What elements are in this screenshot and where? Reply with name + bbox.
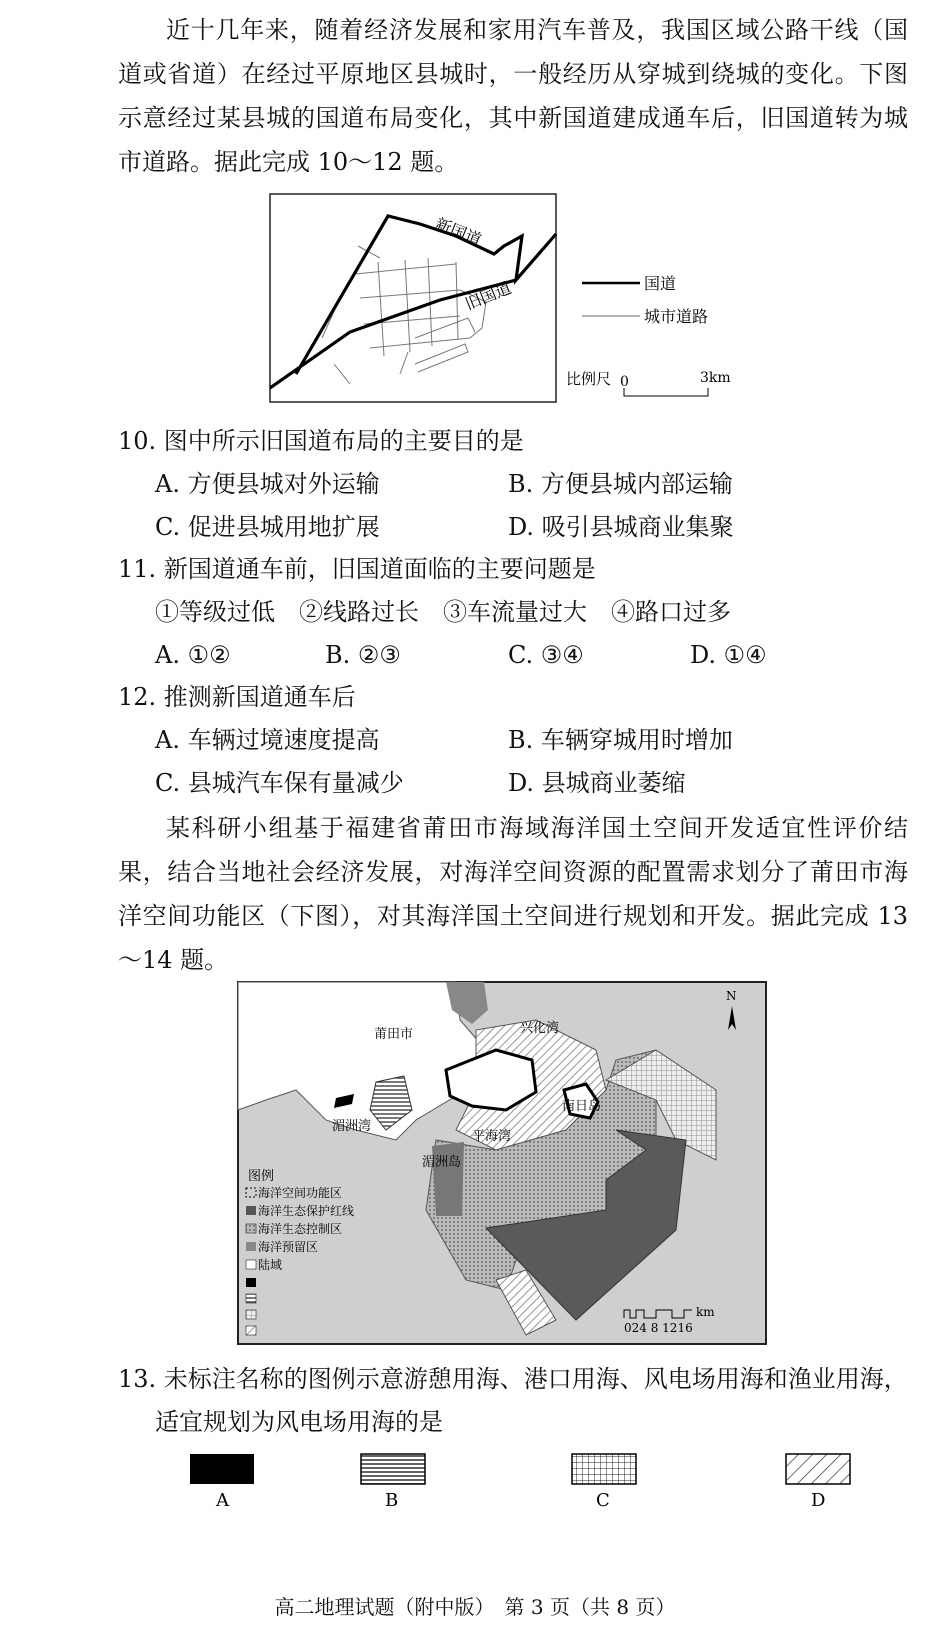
legend-label-4: 海洋预留区 [258, 1240, 319, 1254]
legend-swatch-2 [246, 1206, 256, 1215]
q12-stem: 12. 推测新国道通车后 [118, 683, 356, 711]
q12-option-a: A. 车辆过境速度提高 [155, 726, 380, 754]
option-b-label: B [385, 1490, 399, 1511]
sea-zone-map-figure [236, 980, 768, 1346]
q11-stem: 11. 新国道通车前，旧国道面临的主要问题是 [118, 555, 596, 583]
putian-label: 莆田市 [374, 1027, 414, 1042]
legend-swatch-5 [246, 1260, 256, 1269]
scale-bar [624, 388, 708, 396]
legend-swatch-black [246, 1278, 256, 1287]
q10-option-d: D. 吸引县城商业集聚 [508, 513, 734, 541]
option-a-label: A [216, 1490, 229, 1511]
option-d-swatch [786, 1454, 850, 1484]
option-b-swatch [361, 1454, 425, 1484]
q11-option-c: C. ③④ [508, 641, 584, 669]
q13-options-figure [180, 1450, 870, 1512]
legend-label-2: 海洋生态保护红线 [258, 1204, 355, 1218]
q13-stem-line2: 适宜规划为风电场用海的是 [155, 1408, 443, 1436]
q10-option-b: B. 方便县城内部运输 [508, 470, 733, 498]
q12-option-b: B. 车辆穿城用时增加 [508, 726, 733, 754]
q11-items: ①等级过低 ②线路过长 ③车流量过大 ④路口过多 [155, 598, 731, 626]
pinghai-label: 平海湾 [472, 1129, 512, 1144]
sea-scale-numbers: 024 8 1216 [624, 1321, 693, 1335]
q11-option-b: B. ②③ [325, 641, 401, 669]
road-map-figure [260, 188, 760, 410]
legend-swatch-diag [246, 1326, 256, 1335]
meizhouwan-label: 湄洲湾 [332, 1119, 372, 1134]
legend-label-3: 海洋生态控制区 [258, 1222, 343, 1236]
legend-label-5: 陆域 [258, 1258, 283, 1272]
meizhoudao-label: 湄洲岛 [422, 1155, 462, 1170]
intro-paragraph-2: 某科研小组基于福建省莆田市海域海洋国土空间开发适宜性评价结果，结合当地社会经济发展，对海洋空间资源的配置需求划分了莆田市海洋空间功能区（下图），对其海洋国土空间进行规划和开发。据此完成 13～14 题。 [118, 814, 908, 974]
option-d-label: D [811, 1490, 826, 1511]
nanri-label: 南日岛 [562, 1099, 602, 1114]
q10-option-a: A. 方便县城对外运输 [155, 470, 380, 498]
page-footer: 高二地理试题（附中版） 第 3 页（共 8 页） [274, 1595, 676, 1619]
legend-label-1: 海洋空间功能区 [258, 1186, 343, 1200]
legend-swatch-grid [246, 1310, 256, 1319]
option-a-swatch [190, 1454, 254, 1484]
q12-option-c: C. 县城汽车保有量减少 [155, 769, 404, 797]
q12-option-d: D. 县城商业萎缩 [508, 769, 686, 797]
q13-stem-line1: 13. 未标注名称的图例示意游憩用海、港口用海、风电场用海和渔业用海， [118, 1365, 908, 1393]
sea-scale-unit: km [696, 1305, 715, 1319]
legend-swatch-3 [246, 1224, 256, 1233]
scale-end: 3km [700, 370, 731, 386]
xinghua-label: 兴化湾 [520, 1021, 560, 1036]
reserve-zone [432, 1142, 464, 1216]
legend-swatch-4 [246, 1242, 256, 1251]
q10-stem: 10. 图中所示旧国道布局的主要目的是 [118, 427, 524, 455]
scale-label: 比例尺 [566, 370, 612, 388]
q10-option-c: C. 促进县城用地扩展 [155, 513, 380, 541]
legend-city-label: 城市道路 [644, 307, 709, 326]
new-road-label: 新国道 [432, 214, 485, 250]
q11-option-a: A. ①② [155, 641, 231, 669]
legend-national-label: 国道 [644, 274, 677, 293]
road-map-frame [270, 194, 556, 402]
north-label: N [726, 989, 737, 1003]
option-c-label: C [596, 1490, 610, 1511]
legend-swatch-horiz [246, 1294, 256, 1303]
old-road-label: 旧国道 [462, 278, 515, 314]
option-c-swatch [572, 1454, 636, 1484]
q11-option-d: D. ①④ [690, 641, 767, 669]
intro-paragraph-1: 近十几年来，随着经济发展和家用汽车普及，我国区域公路干线（国道或省道）在经过平原地区县城时，一般经历从穿城到绕城的变化。下图示意经过某县城的国道布局变化，其中新国道建成通车后，旧国道转为城市道路。据此完成 10～12 题。 [118, 16, 908, 176]
sea-legend-title: 图例 [248, 1169, 275, 1184]
scale-zero: 0 [620, 374, 629, 390]
